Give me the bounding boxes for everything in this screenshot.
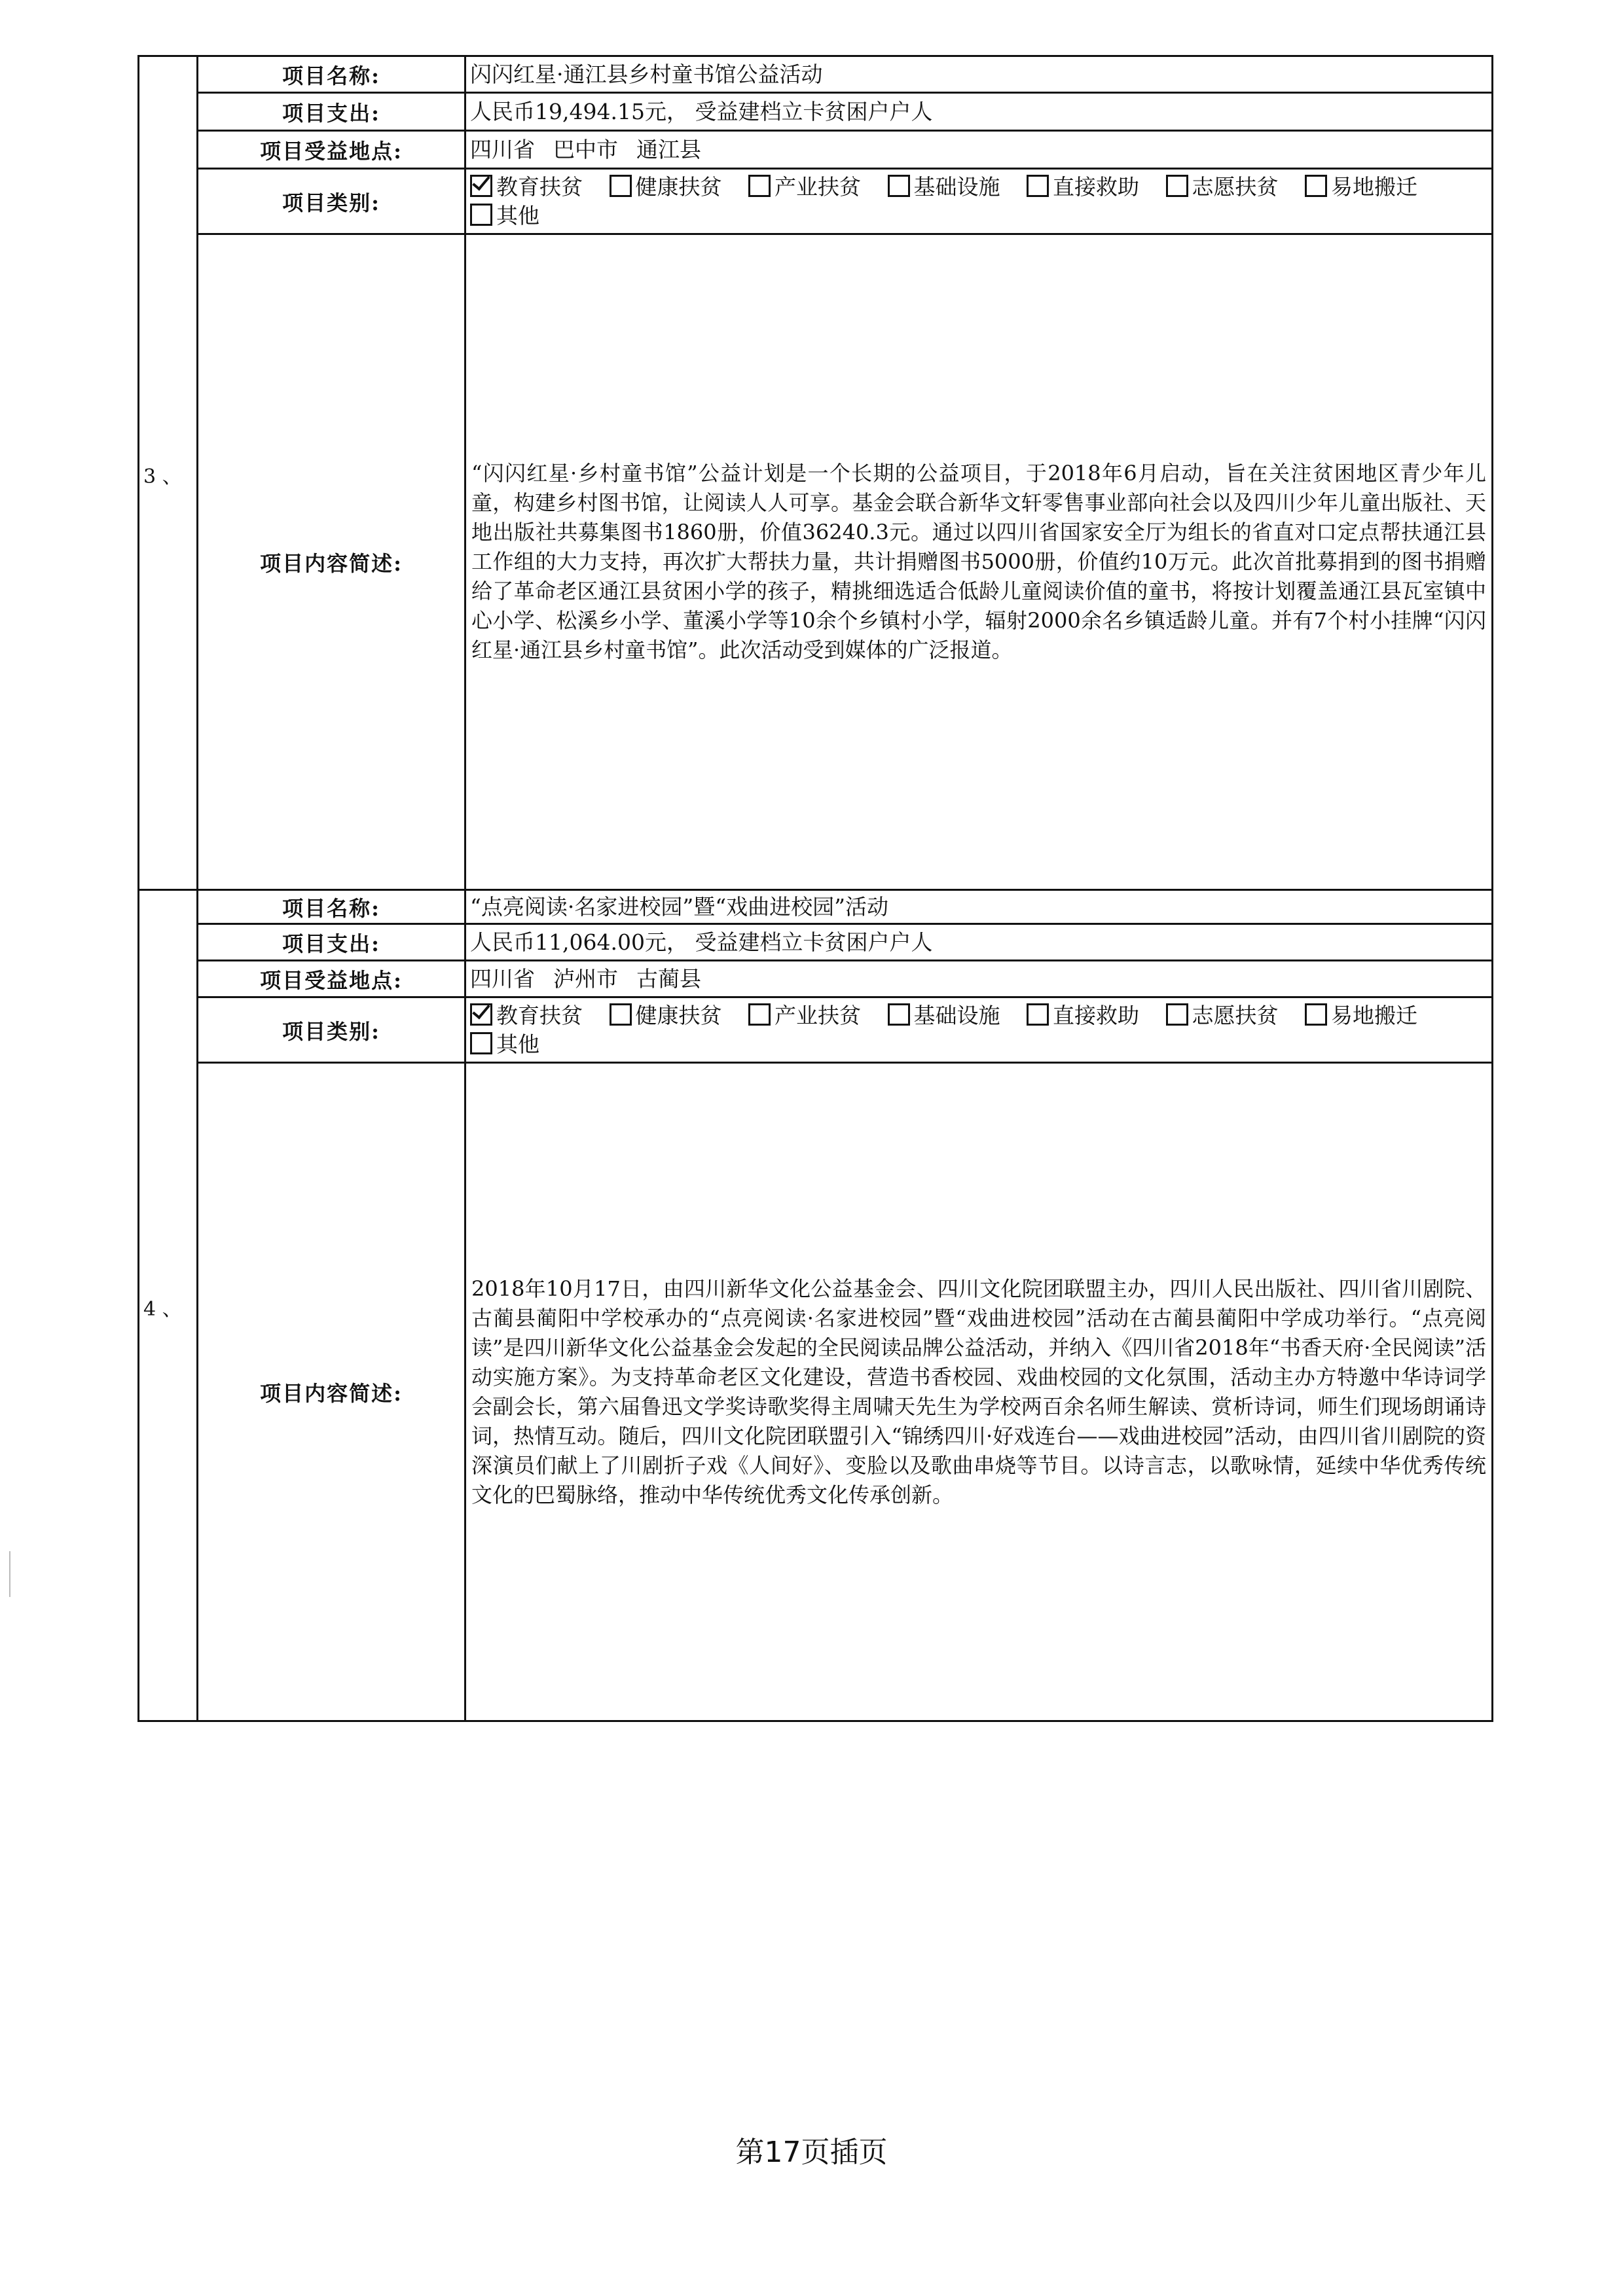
- project-3-description-row: [139, 234, 1493, 890]
- checkbox-icon[interactable]: [1027, 175, 1049, 197]
- checkbox-icon[interactable]: [1305, 175, 1327, 197]
- project-3-expense-row: [139, 93, 1493, 131]
- location-province: 四川省: [470, 136, 535, 162]
- location-city: 巴中市: [553, 136, 618, 162]
- category-option[interactable]: 其他: [470, 1031, 539, 1057]
- project-expense-value: 人民币19,494.15元， 受益建档立卡贫困户户人: [465, 93, 1493, 131]
- location-province: 四川省: [470, 965, 535, 992]
- category-option[interactable]: 教育扶贫: [470, 174, 583, 200]
- checked-checkbox-icon[interactable]: [470, 175, 492, 197]
- checkbox-icon[interactable]: [1166, 1003, 1188, 1026]
- project-3-name-row: [139, 56, 1493, 93]
- category-option[interactable]: 产业扶贫: [748, 174, 861, 200]
- checkbox-icon[interactable]: [1305, 1003, 1327, 1026]
- checkbox-icon[interactable]: [748, 175, 771, 197]
- category-option[interactable]: 志愿扶贫: [1166, 174, 1279, 200]
- project-number: 4 、: [139, 890, 198, 1721]
- checkbox-icon[interactable]: [470, 1032, 492, 1054]
- project-description-text: “闪闪红星·乡村童书馆”公益计划是一个长期的公益项目，于2018年6月启动，旨在关注贫困地区青少年儿童，构建乡村图书馆，让阅读人人可享。基金会联合新华文轩零售事业部向社会以及四川少年儿童出版社、天地出版社共募集图书1860册，价值36240.3元。通过以四川省国家安全厅为组长的省直对口定点帮扶通江县工作组的大力支持，再次扩大帮扶力量，共计捐赠图书5000册，价值约10万元。此次首批募捐到的图书捐赠给了革命老区通江县贫困小学的孩子，精挑细选适合低龄儿童阅读价值的童书，将按计划覆盖通江县瓦室镇中心小学、松溪乡小学、董溪小学等10余个乡镇村小学，辐射2000余名乡镇适龄儿童。并有7个村小挂牌“闪闪红星·通江县乡村童书馆”。此次活动受到媒体的广泛报道。: [465, 234, 1493, 890]
- project-4-category-row: [139, 997, 1493, 1063]
- label-project-name: 项目名称:: [198, 890, 465, 924]
- location-county: 古蔺县: [636, 965, 701, 992]
- category-option[interactable]: 其他: [470, 203, 539, 228]
- label-project-category: 项目类别:: [198, 997, 465, 1063]
- category-option[interactable]: 健康扶贫: [610, 1003, 722, 1028]
- project-3-location-row: [139, 131, 1493, 169]
- label-project-category: 项目类别:: [198, 169, 465, 234]
- label-project-location: 项目受益地点:: [198, 131, 465, 169]
- scan-artifact: [9, 1551, 10, 1597]
- project-description-text: 2018年10月17日，由四川新华文化公益基金会、四川文化院团联盟主办，四川人民出版社、四川省川剧院、古蔺县蔺阳中学校承办的“点亮阅读·名家进校园”暨“戏曲进校园”活动在古蔺县蔺阳中学成功举行。“点亮阅读”是四川新华文化公益基金会发起的全民阅读品牌公益活动，并纳入《四川省2018年“书香天府·全民阅读”活动实施方案》。为支持革命老区文化建设，营造书香校园、戏曲校园的文化氛围，活动主办方特邀中华诗词学会副会长，第六届鲁迅文学奖诗歌奖得主周啸天先生为学校两百余名师生解读、赏析诗词，师生们现场朗诵诗词，热情互动。随后，四川文化院团联盟引入“锦绣四川·好戏连台——戏曲进校园”活动，由四川省川剧院的资深演员们献上了川剧折子戏《人间好》、变脸以及歌曲串烧等节目。以诗言志，以歌咏情，延续中华优秀传统文化的巴蜀脉络，推动中华传统优秀文化传承创新。: [465, 1063, 1493, 1721]
- checkbox-icon[interactable]: [888, 175, 910, 197]
- checkbox-icon[interactable]: [610, 175, 632, 197]
- project-category-options: [465, 169, 1493, 234]
- category-option[interactable]: 教育扶贫: [470, 1003, 583, 1028]
- category-option[interactable]: 易地搬迁: [1305, 174, 1417, 200]
- checkbox-icon[interactable]: [1027, 1003, 1049, 1026]
- category-option[interactable]: 直接救助: [1027, 1003, 1139, 1028]
- location-city: 泸州市: [553, 965, 618, 992]
- checkbox-icon[interactable]: [888, 1003, 910, 1026]
- project-name-value: 闪闪红星·通江县乡村童书馆公益活动: [465, 56, 1493, 93]
- page-footer: 第17页插页: [735, 2136, 888, 2169]
- checkbox-icon[interactable]: [1166, 175, 1188, 197]
- project-4-location-row: [139, 961, 1493, 997]
- checkbox-icon[interactable]: [470, 204, 492, 226]
- category-option[interactable]: 基础设施: [888, 1003, 1000, 1028]
- project-3-category-row: [139, 169, 1493, 234]
- project-4-name-row: [139, 890, 1493, 924]
- checkbox-icon[interactable]: [610, 1003, 632, 1026]
- project-table: [137, 55, 1493, 1722]
- category-option[interactable]: 志愿扶贫: [1166, 1003, 1279, 1028]
- project-4-description-row: [139, 1063, 1493, 1721]
- label-project-location: 项目受益地点:: [198, 961, 465, 997]
- project-name-value: “点亮阅读·名家进校园”暨“戏曲进校园”活动: [465, 890, 1493, 924]
- location-county: 通江县: [636, 136, 701, 162]
- project-location-value: [465, 131, 1493, 169]
- category-option[interactable]: 易地搬迁: [1305, 1003, 1417, 1028]
- category-option[interactable]: 健康扶贫: [610, 174, 722, 200]
- project-expense-value: 人民币11,064.00元， 受益建档立卡贫困户户人: [465, 924, 1493, 961]
- project-4-expense-row: [139, 924, 1493, 961]
- checked-checkbox-icon[interactable]: [470, 1003, 492, 1026]
- checkbox-icon[interactable]: [748, 1003, 771, 1026]
- category-option[interactable]: 基础设施: [888, 174, 1000, 200]
- label-project-description: 项目内容简述:: [198, 234, 465, 890]
- project-category-options: [465, 997, 1493, 1063]
- project-location-value: [465, 961, 1493, 997]
- label-project-description: 项目内容简述:: [198, 1063, 465, 1721]
- label-project-expense: 项目支出:: [198, 93, 465, 131]
- category-option[interactable]: 直接救助: [1027, 174, 1139, 200]
- label-project-expense: 项目支出:: [198, 924, 465, 961]
- label-project-name: 项目名称:: [198, 56, 465, 93]
- category-option[interactable]: 产业扶贫: [748, 1003, 861, 1028]
- project-number: 3 、: [139, 56, 198, 890]
